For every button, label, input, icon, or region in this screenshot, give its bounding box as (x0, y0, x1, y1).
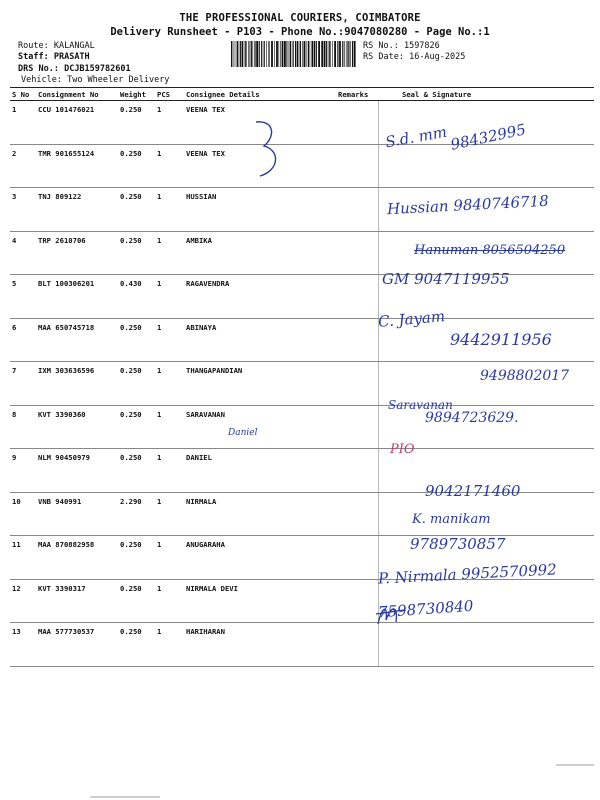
hw-r11-sign: K. manikam (412, 512, 491, 527)
hw-row9-name: Daniel (228, 428, 258, 438)
rs-no-line (363, 41, 440, 52)
hw-r4: Hanuman 8056504250 (414, 243, 566, 258)
row-remarks (336, 579, 378, 623)
row-consignment-no: MAA 870882958 (36, 536, 118, 580)
barcode-bar (306, 41, 307, 67)
row-sno: 13 (10, 623, 36, 667)
table-row (10, 623, 594, 667)
row-consignment-no: KVT 3390317 (36, 579, 118, 623)
barcode-bar (347, 41, 348, 67)
barcode-bar (269, 41, 270, 67)
barcode-bar (253, 41, 254, 67)
row-remarks (336, 144, 378, 188)
row-pcs: 1 (155, 275, 184, 319)
rs-date-line (363, 52, 465, 63)
row-remarks (336, 405, 378, 449)
barcode-bar (256, 41, 258, 67)
col-remarks: Remarks (336, 88, 378, 101)
row-sno: 1 (10, 101, 36, 145)
scan-artifact (90, 796, 160, 798)
barcode-bar (314, 41, 315, 67)
vehicle-line (21, 75, 169, 86)
barcode-bar (352, 41, 353, 67)
row-weight: 0.250 (118, 231, 155, 275)
barcode-bar (329, 41, 330, 67)
row-consignee: SARAVANAN (184, 405, 336, 449)
row-weight: 0.250 (118, 536, 155, 580)
col-sno: S No (10, 88, 36, 101)
staff-label: Staff: (18, 52, 49, 62)
barcode-bar (318, 41, 320, 67)
barcode-bar (284, 41, 286, 67)
row-consignment-no: IXM 303636596 (36, 362, 118, 406)
barcode-bar (293, 41, 294, 67)
row-pcs: 1 (155, 536, 184, 580)
row-sno: 7 (10, 362, 36, 406)
row-remarks (336, 449, 378, 493)
row-sno: 5 (10, 275, 36, 319)
barcode-bar (251, 41, 252, 67)
row-consignee: VEENA TEX (184, 101, 336, 145)
hw-r2-phone: 98432995 (448, 120, 528, 154)
drs-line (18, 64, 131, 75)
barcode-bar (348, 41, 349, 67)
barcode-bar (312, 41, 314, 67)
row-pcs: 1 (155, 579, 184, 623)
row-sno: 4 (10, 231, 36, 275)
barcode-bar (280, 41, 281, 67)
row-remarks (336, 492, 378, 536)
row-sno: 12 (10, 579, 36, 623)
col-signature: Seal & Signature (378, 88, 594, 101)
barcode-bar (334, 41, 336, 67)
row-sno: 9 (10, 449, 36, 493)
barcode-bar (332, 41, 333, 67)
barcode-bar (337, 41, 338, 67)
row-consignee: NIRMALA (184, 492, 336, 536)
row-remarks (336, 231, 378, 275)
drs-label: DRS No.: (18, 64, 59, 74)
barcode-bar (259, 41, 260, 67)
table-row (10, 144, 594, 188)
route-line (18, 41, 95, 52)
barcode-bar (279, 41, 280, 67)
row-pcs: 1 (155, 144, 184, 188)
hw-r2-sign: S.d. mm (383, 122, 449, 152)
runsheet-subtitle: Delivery Runsheet - P103 - Phone No.:9047080280 - Page No.:1 (110, 26, 490, 38)
row-weight: 0.250 (118, 579, 155, 623)
row-remarks (336, 536, 378, 580)
barcode-bar (248, 41, 249, 67)
barcode-bar (310, 41, 311, 67)
hw-r3: Hussian 9840746718 (386, 191, 550, 219)
hw-r9-mark: PIO (390, 442, 415, 457)
row-pcs: 1 (155, 188, 184, 232)
row-signature (378, 623, 594, 667)
barcode-bar (266, 41, 267, 67)
barcode-bar (231, 41, 232, 67)
table-row (10, 579, 594, 623)
row-remarks (336, 362, 378, 406)
barcode-bar (346, 41, 347, 67)
row-consignment-no: MAA 577730537 (36, 623, 118, 667)
vehicle-value: Two Wheeler Delivery (67, 75, 170, 85)
row-remarks (336, 275, 378, 319)
row-consignee: THANGAPANDIAN (184, 362, 336, 406)
row-consignment-no: VNB 940991 (36, 492, 118, 536)
row-consignee: RAGAVENDRA (184, 275, 336, 319)
barcode-bar (274, 41, 275, 67)
barcode-bar (321, 41, 323, 67)
hw-r6-sign: C. Jayam (377, 307, 446, 331)
row-consignee: HARIHARAN (184, 623, 336, 667)
row-sno: 11 (10, 536, 36, 580)
barcode-bar (264, 41, 265, 67)
row-weight: 0.250 (118, 623, 155, 667)
barcode-bar (282, 41, 284, 67)
row-pcs: 1 (155, 318, 184, 362)
brace-mark (250, 118, 290, 180)
barcode-bar (326, 41, 327, 67)
hw-r6-phone: 9442911956 (450, 330, 552, 349)
hw-r8-phone: 9894723629. (425, 410, 519, 426)
row-consignee: ANUGARAHA (184, 536, 336, 580)
col-consignment: Consignment No (36, 88, 118, 101)
row-pcs: 1 (155, 362, 184, 406)
barcode-bar (339, 41, 341, 67)
barcode-bar (344, 41, 345, 67)
row-remarks (336, 101, 378, 145)
hw-r10: 9042171460 (425, 482, 521, 500)
staff-line (18, 52, 90, 63)
col-weight: Weight (118, 88, 155, 101)
row-sno: 10 (10, 492, 36, 536)
row-weight: 0.430 (118, 275, 155, 319)
hw-r12: P. Nirmala 9952570992 (377, 560, 558, 588)
row-consignee: DANIEL (184, 449, 336, 493)
row-remarks (336, 318, 378, 362)
rs-no-value: 1597826 (403, 41, 440, 51)
barcode-bar (330, 41, 331, 67)
barcode-bar (289, 41, 290, 67)
row-weight: 0.250 (118, 144, 155, 188)
row-weight: 0.250 (118, 449, 155, 493)
barcode-bar (240, 41, 241, 67)
row-consignee: ABINAYA (184, 318, 336, 362)
hw-r13: 7598730840 (377, 596, 474, 622)
barcode-bar (250, 41, 251, 67)
row-pcs: 1 (155, 492, 184, 536)
row-consignment-no: BLT 100306201 (36, 275, 118, 319)
row-pcs: 1 (155, 623, 184, 667)
table-header-row (10, 88, 594, 101)
row-pcs: 1 (155, 101, 184, 145)
scan-artifact-2 (556, 764, 594, 766)
row-consignee: NIRMALA DEVI (184, 579, 336, 623)
barcode-bar (245, 41, 246, 67)
hw-r5: GM 9047119955 (382, 270, 510, 288)
row-sno: 6 (10, 318, 36, 362)
row-consignee: HUSSIAN (184, 188, 336, 232)
row-pcs: 1 (155, 231, 184, 275)
row-signature (378, 144, 594, 188)
row-consignment-no: CCU 101476021 (36, 101, 118, 145)
company-title: THE PROFESSIONAL COURIERS, COIMBATORE (179, 12, 421, 24)
row-remarks (336, 623, 378, 667)
barcode-bar (288, 41, 289, 67)
barcode-bar (271, 41, 273, 67)
barcode-bar (242, 41, 244, 67)
barcode (231, 41, 356, 67)
staff-value: PRASATH (53, 52, 90, 62)
barcode-bar (261, 41, 262, 67)
barcode-bar (350, 41, 351, 67)
barcode-bar (235, 41, 236, 67)
row-sno: 2 (10, 144, 36, 188)
row-consignment-no: TRP 2610706 (36, 231, 118, 275)
hw-r8-sign: Saravanan (388, 398, 453, 412)
row-consignment-no: TNJ 809122 (36, 188, 118, 232)
rs-no-label: RS No.: (363, 41, 399, 51)
barcode-bar (290, 41, 291, 67)
barcode-bar (268, 41, 269, 67)
row-weight: 0.250 (118, 101, 155, 145)
route-label: Route: (18, 41, 49, 51)
barcode-bar (237, 41, 239, 67)
drs-value: DCJB159782601 (64, 64, 131, 74)
row-consignee: AMBIKA (184, 231, 336, 275)
barcode-bar (246, 41, 247, 67)
barcode-bar (302, 41, 303, 67)
rs-date-value: 16-Aug-2025 (409, 52, 466, 62)
barcode-bar (308, 41, 309, 67)
col-consignee: Consignee Details (184, 88, 336, 101)
barcode-bar (299, 41, 300, 67)
row-consignment-no: MAA 650745718 (36, 318, 118, 362)
route-value: KALANGAL (53, 41, 95, 51)
row-weight: 2.290 (118, 492, 155, 536)
row-pcs: 1 (155, 449, 184, 493)
barcode-bar (233, 41, 234, 67)
barcode-bar (304, 41, 306, 67)
hw-r7-phone: 9498802017 (480, 368, 570, 384)
row-sno: 3 (10, 188, 36, 232)
row-remarks (336, 188, 378, 232)
r13-scribble (374, 600, 408, 632)
rs-date-label: RS Date: (363, 52, 404, 62)
row-consignment-no: NLM 90450979 (36, 449, 118, 493)
row-consignee: VEENA TEX (184, 144, 336, 188)
barcode-bar (276, 41, 278, 67)
row-weight: 0.250 (118, 362, 155, 406)
row-consignment-no: KVT 3390360 (36, 405, 118, 449)
row-pcs: 1 (155, 405, 184, 449)
vehicle-label: Vehicle: (21, 75, 62, 85)
barcode-bar (286, 41, 287, 67)
row-weight: 0.250 (118, 318, 155, 362)
barcode-bar (295, 41, 296, 67)
hw-r11-phone: 9789730857 (410, 535, 506, 553)
barcode-bar (324, 41, 326, 67)
row-sno: 8 (10, 405, 36, 449)
barcode-bar (300, 41, 301, 67)
barcode-bar (354, 41, 356, 67)
barcode-bar (254, 41, 255, 67)
row-weight: 0.250 (118, 405, 155, 449)
barcode-bar (342, 41, 343, 67)
barcode-bar (297, 41, 298, 67)
row-weight: 0.250 (118, 188, 155, 232)
col-pcs: PCS (155, 88, 184, 101)
row-consignment-no: TMR 901655124 (36, 144, 118, 188)
barcode-bar (316, 41, 317, 67)
